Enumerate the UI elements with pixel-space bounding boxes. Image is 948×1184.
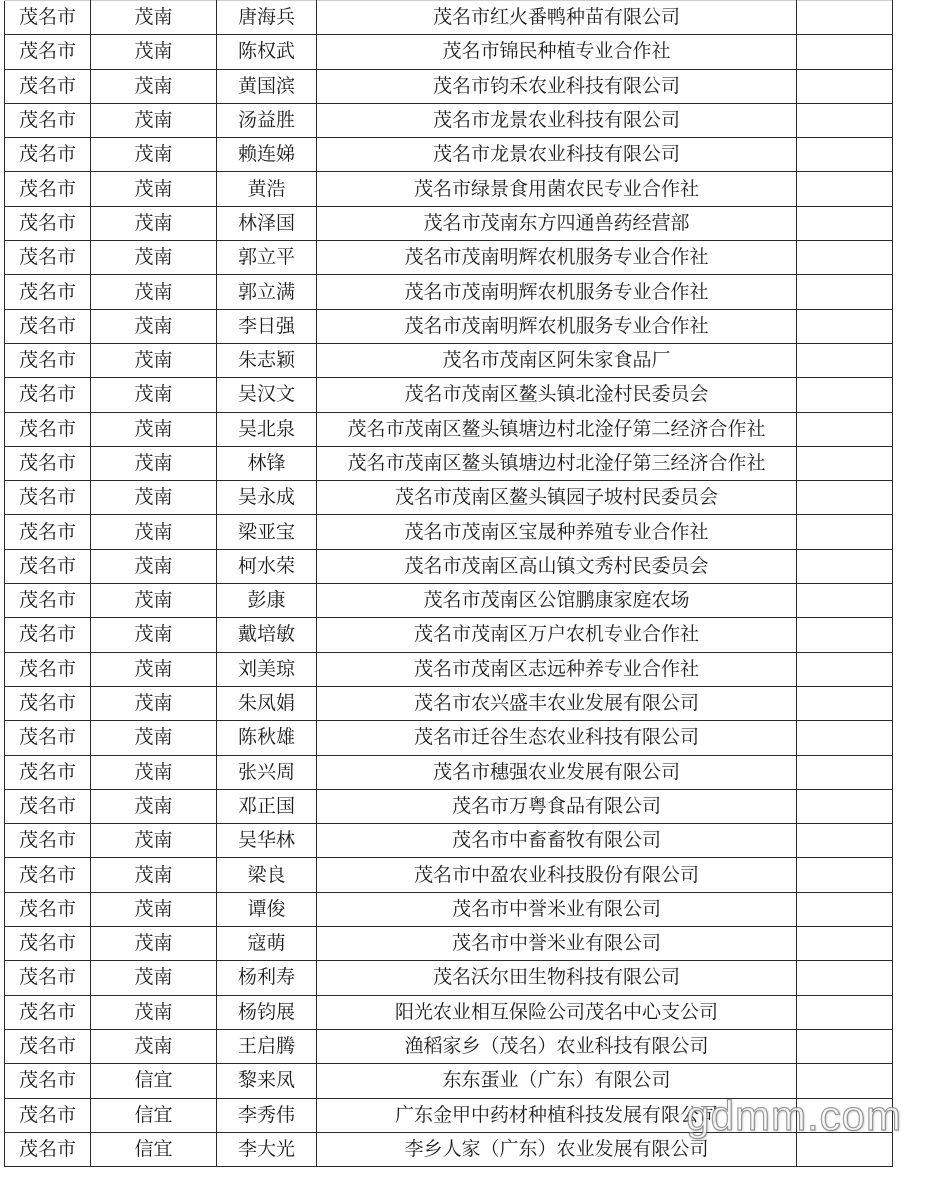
cell-county: 茂南 <box>91 755 217 789</box>
cell-county: 茂南 <box>91 1 217 35</box>
table-row <box>5 241 893 275</box>
roster-table-container <box>4 0 892 1167</box>
cell-city: 茂名市 <box>5 275 91 309</box>
cell-empty <box>797 138 893 172</box>
table-row <box>5 961 893 995</box>
cell-empty <box>797 446 893 480</box>
cell-name: 梁亚宝 <box>217 515 317 549</box>
cell-city: 茂名市 <box>5 35 91 69</box>
cell-empty <box>797 824 893 858</box>
cell-organization: 茂名市茂南明辉农机服务专业合作社 <box>317 275 797 309</box>
table-row <box>5 103 893 137</box>
table-row <box>5 549 893 583</box>
cell-county: 茂南 <box>91 858 217 892</box>
cell-organization: 茂名市茂南区宝晟种养殖专业合作社 <box>317 515 797 549</box>
cell-city: 茂名市 <box>5 103 91 137</box>
table-row <box>5 858 893 892</box>
cell-name: 邓正国 <box>217 789 317 823</box>
cell-empty <box>797 961 893 995</box>
cell-city: 茂名市 <box>5 1 91 35</box>
table-row <box>5 927 893 961</box>
cell-name: 李秀伟 <box>217 1098 317 1132</box>
cell-organization: 渔稻家乡（茂名）农业科技有限公司 <box>317 1029 797 1063</box>
cell-organization: 茂名市万粤食品有限公司 <box>317 789 797 823</box>
cell-county: 茂南 <box>91 515 217 549</box>
cell-city: 茂名市 <box>5 858 91 892</box>
cell-empty <box>797 69 893 103</box>
cell-empty <box>797 1029 893 1063</box>
cell-county: 茂南 <box>91 309 217 343</box>
cell-county: 茂南 <box>91 446 217 480</box>
site-watermark: gdmm.com <box>686 1092 902 1139</box>
cell-empty <box>797 995 893 1029</box>
table-row <box>5 378 893 412</box>
cell-city: 茂名市 <box>5 995 91 1029</box>
cell-county: 茂南 <box>91 103 217 137</box>
cell-city: 茂名市 <box>5 343 91 377</box>
cell-name: 黄国滨 <box>217 69 317 103</box>
cell-organization: 茂名市中誉米业有限公司 <box>317 927 797 961</box>
cell-organization: 茂名市中畜畜牧有限公司 <box>317 824 797 858</box>
table-row <box>5 275 893 309</box>
cell-organization: 茂名市茂南区万户农机专业合作社 <box>317 618 797 652</box>
cell-empty <box>797 1 893 35</box>
table-row <box>5 686 893 720</box>
table-row <box>5 995 893 1029</box>
table-row <box>5 1064 893 1098</box>
cell-organization: 茂名市中誉米业有限公司 <box>317 892 797 926</box>
cell-name: 梁良 <box>217 858 317 892</box>
cell-empty <box>797 172 893 206</box>
cell-empty <box>797 618 893 652</box>
table-row <box>5 1029 893 1063</box>
cell-city: 茂名市 <box>5 892 91 926</box>
cell-county: 茂南 <box>91 892 217 926</box>
cell-organization: 茂名市茂南区志远种养专业合作社 <box>317 652 797 686</box>
cell-name: 郭立平 <box>217 241 317 275</box>
cell-name: 刘美琼 <box>217 652 317 686</box>
cell-county: 茂南 <box>91 206 217 240</box>
cell-county: 茂南 <box>91 824 217 858</box>
cell-name: 李大光 <box>217 1132 317 1166</box>
table-row <box>5 1098 893 1132</box>
cell-name: 柯水荣 <box>217 549 317 583</box>
cell-organization: 茂名市龙景农业科技有限公司 <box>317 138 797 172</box>
cell-county: 茂南 <box>91 172 217 206</box>
cell-city: 茂名市 <box>5 961 91 995</box>
cell-organization: 茂名市中盈农业科技股份有限公司 <box>317 858 797 892</box>
cell-county: 茂南 <box>91 1029 217 1063</box>
cell-city: 茂名市 <box>5 584 91 618</box>
cell-empty <box>797 721 893 755</box>
cell-empty <box>797 584 893 618</box>
table-row <box>5 138 893 172</box>
cell-empty <box>797 378 893 412</box>
table-row <box>5 824 893 858</box>
table-row <box>5 1 893 35</box>
cell-empty <box>797 103 893 137</box>
cell-city: 茂名市 <box>5 378 91 412</box>
cell-city: 茂名市 <box>5 686 91 720</box>
cell-name: 吴北泉 <box>217 412 317 446</box>
cell-county: 茂南 <box>91 241 217 275</box>
cell-empty <box>797 1064 893 1098</box>
cell-organization: 茂名市茂南明辉农机服务专业合作社 <box>317 309 797 343</box>
cell-city: 茂名市 <box>5 172 91 206</box>
cell-empty <box>797 652 893 686</box>
cell-organization: 茂名沃尔田生物科技有限公司 <box>317 961 797 995</box>
cell-empty <box>797 206 893 240</box>
cell-name: 陈秋雄 <box>217 721 317 755</box>
cell-organization: 茂名市茂南区阿朱家食品厂 <box>317 343 797 377</box>
cell-name: 王启腾 <box>217 1029 317 1063</box>
cell-organization: 茂名市茂南东方四通兽药经营部 <box>317 206 797 240</box>
cell-organization: 茂名市茂南区鳌头镇园子坡村民委员会 <box>317 481 797 515</box>
cell-organization: 茂名市红火番鸭种苗有限公司 <box>317 1 797 35</box>
cell-empty <box>797 412 893 446</box>
cell-city: 茂名市 <box>5 549 91 583</box>
cell-city: 茂名市 <box>5 138 91 172</box>
table-row <box>5 515 893 549</box>
table-row <box>5 35 893 69</box>
table-row <box>5 309 893 343</box>
cell-name: 林泽国 <box>217 206 317 240</box>
cell-city: 茂名市 <box>5 481 91 515</box>
cell-county: 茂南 <box>91 927 217 961</box>
cell-county: 茂南 <box>91 652 217 686</box>
cell-city: 茂名市 <box>5 69 91 103</box>
cell-county: 茂南 <box>91 721 217 755</box>
cell-name: 吴永成 <box>217 481 317 515</box>
cell-organization: 茂名市茂南明辉农机服务专业合作社 <box>317 241 797 275</box>
cell-name: 朱志颖 <box>217 343 317 377</box>
cell-empty <box>797 35 893 69</box>
cell-empty <box>797 789 893 823</box>
table-row <box>5 1132 893 1166</box>
table-row <box>5 892 893 926</box>
cell-name: 赖连娣 <box>217 138 317 172</box>
cell-organization: 茂名市茂南区公馆鹏康家庭农场 <box>317 584 797 618</box>
cell-city: 茂名市 <box>5 206 91 240</box>
cell-county: 茂南 <box>91 618 217 652</box>
cell-empty <box>797 241 893 275</box>
cell-organization: 阳光农业相互保险公司茂名中心支公司 <box>317 995 797 1029</box>
cell-empty <box>797 686 893 720</box>
cell-empty <box>797 927 893 961</box>
cell-name: 唐海兵 <box>217 1 317 35</box>
cell-county: 茂南 <box>91 686 217 720</box>
cell-name: 黄浩 <box>217 172 317 206</box>
cell-organization: 茂名市茂南区鳌头镇塘边村北淦仔第三经济合作社 <box>317 446 797 480</box>
cell-name: 吴汉文 <box>217 378 317 412</box>
cell-city: 茂名市 <box>5 652 91 686</box>
cell-county: 茂南 <box>91 275 217 309</box>
cell-city: 茂名市 <box>5 1132 91 1166</box>
cell-county: 茂南 <box>91 378 217 412</box>
table-row <box>5 172 893 206</box>
cell-county: 茂南 <box>91 481 217 515</box>
roster-table <box>4 0 893 1167</box>
table-row <box>5 789 893 823</box>
table-row <box>5 446 893 480</box>
cell-county: 茂南 <box>91 138 217 172</box>
cell-empty <box>797 275 893 309</box>
table-row <box>5 481 893 515</box>
table-row <box>5 206 893 240</box>
cell-name: 陈权武 <box>217 35 317 69</box>
cell-city: 茂名市 <box>5 515 91 549</box>
cell-city: 茂名市 <box>5 309 91 343</box>
cell-name: 吴华林 <box>217 824 317 858</box>
cell-empty <box>797 892 893 926</box>
cell-county: 茂南 <box>91 961 217 995</box>
cell-county: 信宜 <box>91 1132 217 1166</box>
cell-organization: 东东蛋业（广东）有限公司 <box>317 1064 797 1098</box>
cell-name: 戴培敏 <box>217 618 317 652</box>
cell-empty <box>797 549 893 583</box>
cell-city: 茂名市 <box>5 824 91 858</box>
cell-county: 茂南 <box>91 343 217 377</box>
table-row <box>5 343 893 377</box>
table-row <box>5 584 893 618</box>
cell-organization: 茂名市茂南区鳌头镇塘边村北淦仔第二经济合作社 <box>317 412 797 446</box>
cell-county: 茂南 <box>91 69 217 103</box>
table-row <box>5 69 893 103</box>
cell-organization: 茂名市龙景农业科技有限公司 <box>317 103 797 137</box>
cell-organization: 茂名市钧禾农业科技有限公司 <box>317 69 797 103</box>
cell-city: 茂名市 <box>5 241 91 275</box>
cell-name: 彭康 <box>217 584 317 618</box>
cell-name: 朱凤娟 <box>217 686 317 720</box>
cell-city: 茂名市 <box>5 927 91 961</box>
cell-county: 茂南 <box>91 35 217 69</box>
cell-name: 汤益胜 <box>217 103 317 137</box>
cell-empty <box>797 755 893 789</box>
cell-name: 谭俊 <box>217 892 317 926</box>
cell-empty <box>797 481 893 515</box>
cell-city: 茂名市 <box>5 721 91 755</box>
cell-city: 茂名市 <box>5 412 91 446</box>
cell-organization: 广东金甲中药材种植科技发展有限公司 <box>317 1098 797 1132</box>
roster-table-body <box>5 1 893 1167</box>
cell-empty <box>797 309 893 343</box>
cell-organization: 茂名市农兴盛丰农业发展有限公司 <box>317 686 797 720</box>
cell-name: 杨钧展 <box>217 995 317 1029</box>
table-row <box>5 721 893 755</box>
cell-county: 茂南 <box>91 789 217 823</box>
cell-county: 茂南 <box>91 412 217 446</box>
cell-name: 张兴周 <box>217 755 317 789</box>
cell-city: 茂名市 <box>5 1064 91 1098</box>
cell-organization: 茂名市锦民种植专业合作社 <box>317 35 797 69</box>
cell-name: 黎来凤 <box>217 1064 317 1098</box>
cell-city: 茂名市 <box>5 446 91 480</box>
cell-city: 茂名市 <box>5 1029 91 1063</box>
cell-organization: 李乡人家（广东）农业发展有限公司 <box>317 1132 797 1166</box>
cell-name: 林锋 <box>217 446 317 480</box>
cell-city: 茂名市 <box>5 618 91 652</box>
cell-name: 郭立满 <box>217 275 317 309</box>
cell-county: 茂南 <box>91 549 217 583</box>
cell-name: 杨利寿 <box>217 961 317 995</box>
cell-empty <box>797 343 893 377</box>
cell-name: 寇萌 <box>217 927 317 961</box>
cell-organization: 茂名市茂南区鳌头镇北淦村民委员会 <box>317 378 797 412</box>
cell-city: 茂名市 <box>5 755 91 789</box>
cell-organization: 茂名市穗强农业发展有限公司 <box>317 755 797 789</box>
cell-name: 李日强 <box>217 309 317 343</box>
cell-empty <box>797 858 893 892</box>
cell-county: 信宜 <box>91 1064 217 1098</box>
cell-organization: 茂名市绿景食用菌农民专业合作社 <box>317 172 797 206</box>
cell-county: 茂南 <box>91 584 217 618</box>
cell-empty <box>797 1132 893 1166</box>
table-row <box>5 755 893 789</box>
table-row <box>5 412 893 446</box>
cell-county: 茂南 <box>91 995 217 1029</box>
cell-organization: 茂名市迁谷生态农业科技有限公司 <box>317 721 797 755</box>
cell-organization: 茂名市茂南区高山镇文秀村民委员会 <box>317 549 797 583</box>
table-row <box>5 652 893 686</box>
cell-empty <box>797 1098 893 1132</box>
cell-empty <box>797 515 893 549</box>
cell-city: 茂名市 <box>5 1098 91 1132</box>
cell-city: 茂名市 <box>5 789 91 823</box>
table-row <box>5 618 893 652</box>
cell-county: 信宜 <box>91 1098 217 1132</box>
